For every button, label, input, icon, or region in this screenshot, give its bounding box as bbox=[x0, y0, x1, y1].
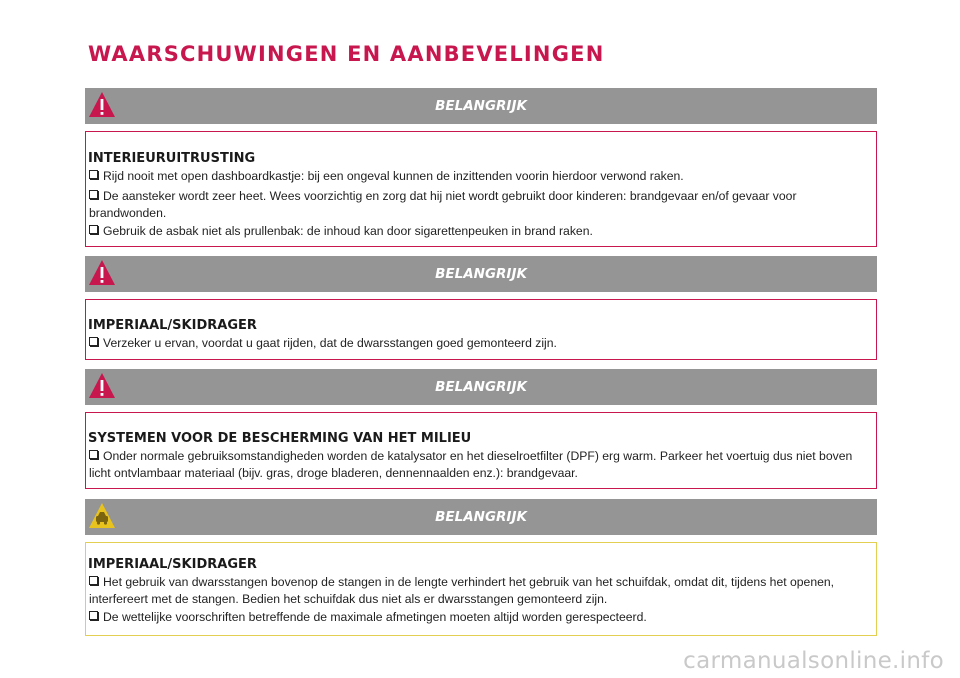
section-header-label: BELANGRIJK bbox=[435, 98, 527, 114]
section-header-4 bbox=[85, 499, 877, 535]
bullet-icon bbox=[89, 170, 98, 179]
list-item: De wettelijke voorschriften betreffende de maximale afmetingen moeten altijd worden gerespecteerd. bbox=[89, 609, 870, 626]
section-header-2 bbox=[85, 256, 877, 292]
section-title: INTERIEURUITRUSTING bbox=[88, 151, 256, 166]
watermark: carmanualsonline.info bbox=[683, 648, 944, 674]
section-header-3 bbox=[85, 369, 877, 405]
section-header-label: BELANGRIJK bbox=[435, 266, 527, 282]
list-item: De aansteker wordt zeer heet. Wees voorzichtig en zorg dat hij niet wordt gebruikt door kinderen: brandgevaar en/of gevaar voor brandwonden. bbox=[89, 189, 797, 220]
section-header-label: BELANGRIJK bbox=[435, 509, 527, 525]
section-title: IMPERIAAL/SKIDRAGER bbox=[88, 557, 257, 572]
section-box-2 bbox=[85, 299, 877, 360]
bullet-icon bbox=[89, 225, 98, 234]
bullet-icon bbox=[89, 450, 98, 459]
section-header-1 bbox=[85, 88, 877, 124]
bullet-icon bbox=[89, 576, 98, 585]
list-item: Rijd nooit met open dashboardkastje: bij een ongeval kunnen de inzittenden voorin hierdoor verwond raken. bbox=[89, 168, 870, 185]
bullet-icon bbox=[89, 190, 98, 199]
list-item: Verzeker u ervan, voordat u gaat rijden, dat de dwarsstangen goed gemonteerd zijn. bbox=[89, 335, 870, 352]
section-title: SYSTEMEN VOOR DE BESCHERMING VAN HET MILIEU bbox=[88, 431, 472, 446]
section-box-3 bbox=[85, 412, 877, 489]
list-item: Onder normale gebruiksomstandigheden worden de katalysator en het dieselroetfilter (DPF) erg warm. Parkeer het voertuig dus niet boven licht ontvlambaar materiaal (bijv. gras, droge bladeren, dennennaalden enz.): brandgevaar. bbox=[89, 449, 853, 480]
section-header-label: BELANGRIJK bbox=[435, 379, 527, 395]
section-box-1 bbox=[85, 131, 877, 247]
section-title: IMPERIAAL/SKIDRAGER bbox=[88, 318, 257, 333]
page-title: WAARSCHUWINGEN EN AANBEVELINGEN bbox=[88, 42, 605, 66]
bullet-icon bbox=[89, 611, 98, 620]
list-item: Gebruik de asbak niet als prullenbak: de inhoud kan door sigarettenpeuken in brand raken. bbox=[89, 223, 870, 240]
bullet-icon bbox=[89, 337, 98, 346]
list-item: Het gebruik van dwarsstangen bovenop de stangen in de lengte verhindert het gebruik van het schuifdak, omdat dit, tijdens het openen, interfereert met de stangen. Bedien het schuifdak dus niet als er dwarsstangen gemonteerd zijn. bbox=[89, 575, 835, 606]
section-box-4 bbox=[85, 542, 877, 636]
